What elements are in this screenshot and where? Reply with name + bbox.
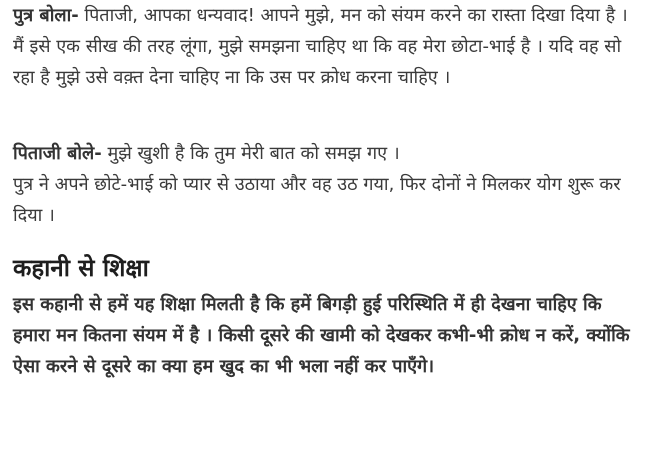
paragraph-text-son: पिताजी, आपका धन्यवाद! आपने मुझे, मन को संयम करने का रास्ता दिखा दिया है । मैं इसे एक सीख की तरह लूंगा, मुझे समझना चाहिए था कि वह मेरा छोटा-भाई है । यदि वह सो रहा है मुझे उसे वक़्त देना चाहिए ना कि उस पर क्रोध करना चाहिए । bbox=[13, 5, 628, 88]
paragraph-text-father: मुझे खुशी है कि तुम मेरी बात को समझ गए । bbox=[101, 143, 400, 164]
section-heading-moral: कहानी से शिक्षा bbox=[13, 254, 149, 282]
speaker-label-father: पिताजी बोले- bbox=[13, 143, 102, 164]
speaker-label-son: पुत्र बोला- bbox=[13, 5, 79, 26]
dialogue-paragraph-son bbox=[13, 0, 643, 93]
dialogue-paragraph-father bbox=[13, 138, 643, 169]
paragraph-text-narration: पुत्र ने अपने छोटे-भाई को प्यार से उठाया और वह उठ गया, फिर दोनों ने मिलकर योग शुरू कर दिया । bbox=[13, 174, 621, 226]
narration-paragraph bbox=[13, 169, 643, 231]
moral-paragraph: इस कहानी से हमें यह शिक्षा मिलती है कि हमें बिगड़ी हुई परिस्थिति में ही देखना चाहिए कि हमारा मन कितना संयम में है । किसी दूसरे की खामी को देखकर कभी-भी क्रोध न करें, क्योंकि ऐसा करने से दूसरे का क्या हम खुद का भी भला नहीं कर पाएँगे। bbox=[13, 294, 630, 377]
